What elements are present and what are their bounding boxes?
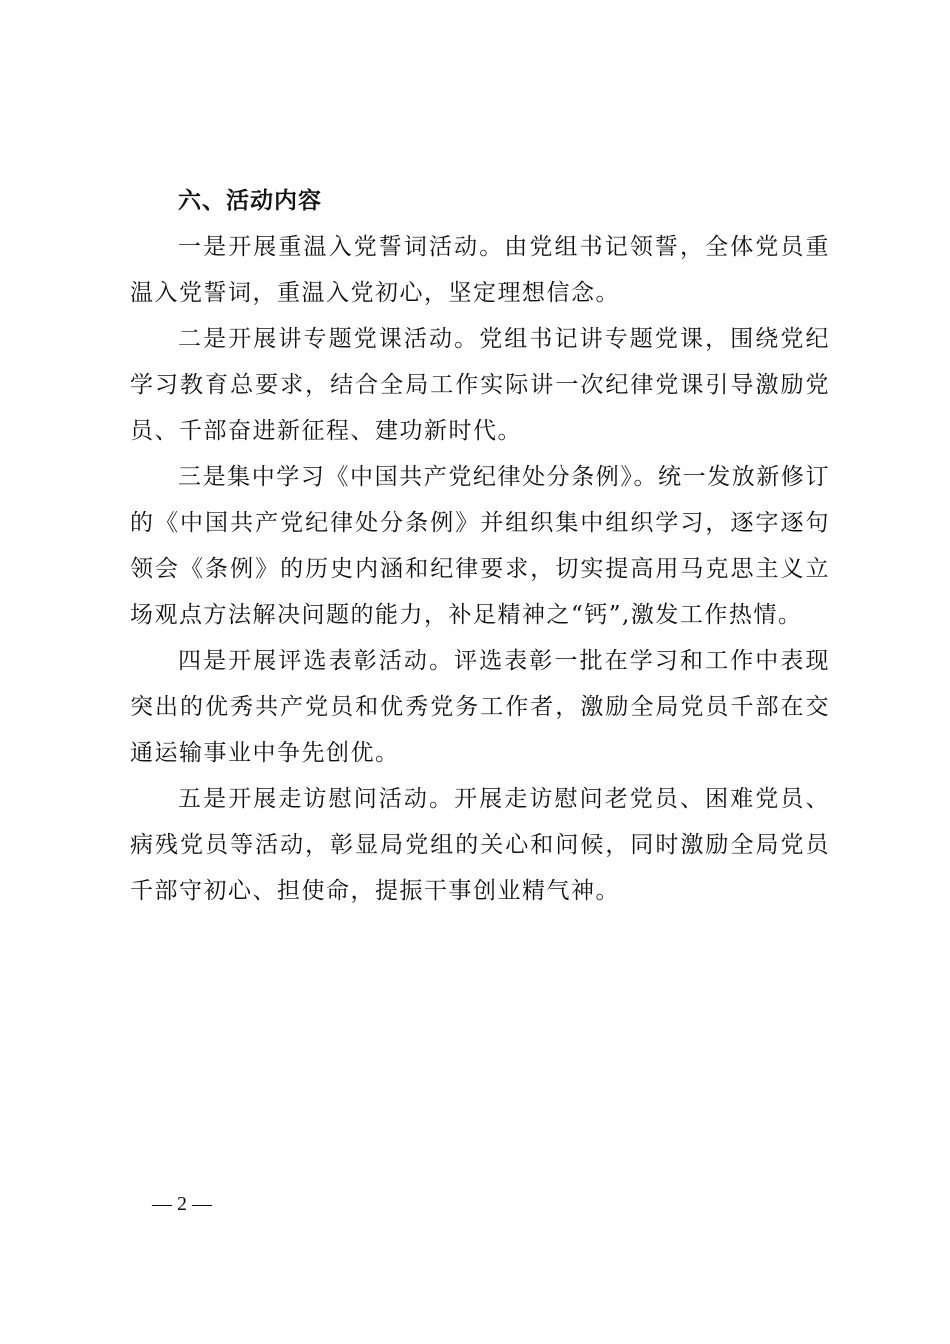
- page-number: — 2 —: [152, 1193, 212, 1215]
- document-body: [130, 178, 830, 914]
- paragraph-5: 五是开展走访慰问活动。开展走访慰问老党员、困难党员、病残党员等活动，彰显局党组的关心和问候，同时激励全局党员千部守初心、担使命，提振干事创业精气神。: [130, 786, 830, 904]
- paragraph-3: 三是集中学习《中国共产党纪律处分条例》。统一发放新修订的《中国共产党纪律处分条例》并组织集中组织学习，逐字逐句领会《条例》的历史内涵和纪律要求，切实提高用马克思主义立场观点方法解决问题的能力，补足精神之“钙”,激发工作热情。: [130, 464, 830, 628]
- paragraph-2: 二是开展讲专题党课活动。党组书记讲专题党课，围绕党纪学习教育总要求，结合全局工作实际讲一次纪律党课引导激励党员、千部奋进新征程、建功新时代。: [130, 326, 830, 444]
- paragraph-4: 四是开展评选表彰活动。评选表彰一批在学习和工作中表现突出的优秀共产党员和优秀党务工作者，激励全局党员千部在交通运输事业中争先创优。: [130, 648, 830, 766]
- section-heading: 六、活动内容: [178, 187, 322, 214]
- paragraph-1: 一是开展重温入党誓词活动。由党组书记领誓，全体党员重温入党誓词，重温入党初心，坚定理想信念。: [130, 234, 830, 306]
